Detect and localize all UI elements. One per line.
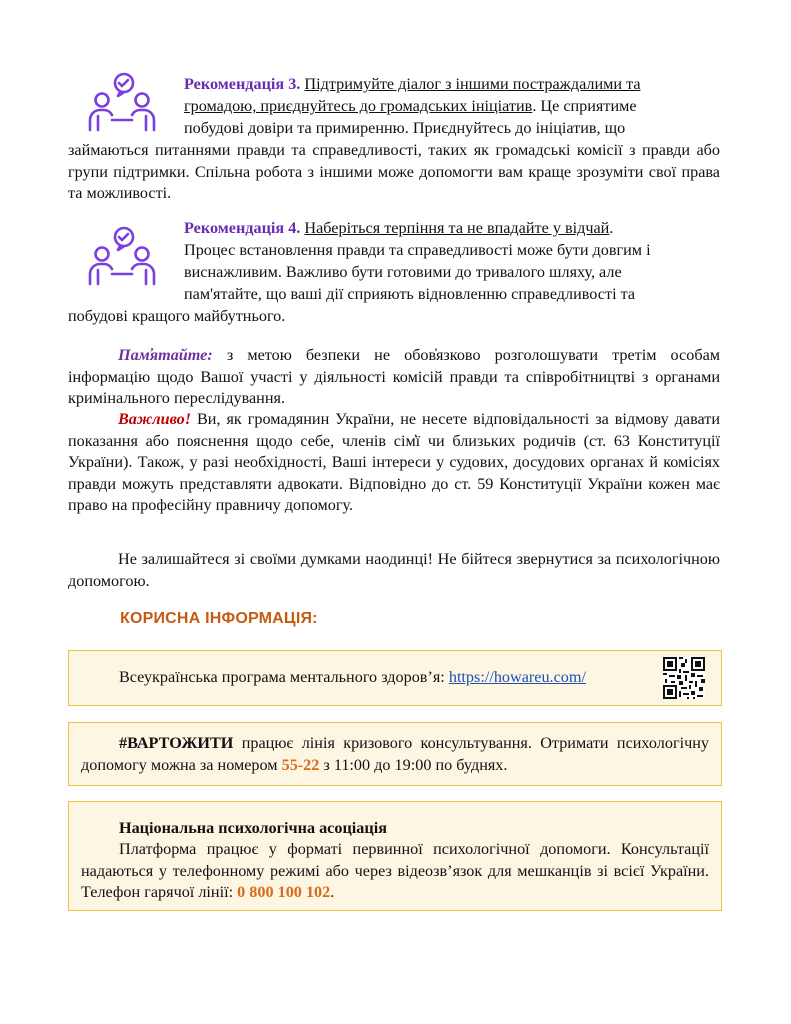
hotline-phone: 0 800 100 102 <box>237 883 331 901</box>
box2-text2: з 11:00 до 19:00 по буднях. <box>319 755 508 774</box>
rec4-line2: Процес встановлення правди та справедливості може бути довгим і <box>184 241 651 259</box>
section-title: КОРИСНА ІНФОРМАЦІЯ: <box>120 610 318 627</box>
rec4-first-line <box>184 218 720 240</box>
important-text: Ви, як громадянин України, не несете відповідальності за відмову давати показання або пояснення щодо себе, членів сім̓ї чи близьких родичів (ст. 63 Конституції України). Також, у разі необхідності, Ваші інтереси у судових, досудових органах й комісіях правди можуть представляти адвокати. Відповідно до ст. 59 Конституції України кожен має право на професійну правничу допомогу. <box>68 410 720 514</box>
rec4-line4: пам'ятайте, що ваші дії сприяють відновленню справедливості та <box>184 285 636 303</box>
important-label: Важливо! <box>118 410 192 428</box>
closing-paragraph: Не залишайтеся зі своїми думками наодинці! Не бійтеся звернутися за психологічною допомогою. <box>68 550 720 590</box>
rec4-rest: . <box>609 219 614 237</box>
remember-text: з метою безпеки не обов̓язково розголошувати третім особам інформацію щодо Вашої участі у діяльності комісій правди та співробітництві з органами кримінального переслідування. <box>68 346 720 407</box>
rec3-underlined-2: громадою, приєднуйтесь до громадських ініціатив <box>184 97 533 115</box>
box3-end: . <box>330 883 335 901</box>
qr-code-icon[interactable] <box>663 657 705 699</box>
rec3-first-line <box>184 74 720 96</box>
box1-label: Всеукраїнська програма ментального здоров’я: <box>119 668 449 686</box>
rec3-underlined-1: Підтримуйте діалог з іншими постраждалими та <box>304 75 641 93</box>
rec4-underlined: Наберіться терпіння та не впадайте у відчай <box>304 219 610 237</box>
dialogue-people-icon <box>86 226 158 288</box>
vartozhyty-label: #ВАРТОЖИТИ <box>119 734 234 752</box>
box3-text <box>81 839 709 904</box>
rec3-second-line <box>184 96 720 118</box>
important-paragraph <box>68 409 720 517</box>
crisis-line-number: 55-22 <box>281 755 320 774</box>
box3-title <box>81 818 709 840</box>
rec3-body: займаються питаннями правди та справедливості, таких як громадські комісії з правди або групи підтримки. Спільна робота з іншими може допомогти вам краще зрозуміти свої права та можливості. <box>68 141 720 202</box>
rec3-third-line: побудові довіри та примиренню. Приєднуйтесь до ініціатив, що <box>184 119 626 137</box>
rec3-label: Рекомендація 3. <box>184 75 301 93</box>
remember-label: Пам̓ятайте: <box>118 346 213 364</box>
info-box-psych-association <box>68 801 722 911</box>
rec4-line3: виснажливим. Важливо бути готовими до тривалого шляху, але <box>184 263 622 281</box>
info-box-vartozhyty <box>68 722 722 786</box>
box3-body: Платформа працює у форматі первинної психологічної допомоги. Консультації надаються у телефонному режимі або через відеозв’язок для мешканців зі всієї України. Телефон гарячої лінії: <box>81 840 709 901</box>
association-title: Національна психологічна асоціація <box>119 819 387 837</box>
info-box-mental-health <box>68 650 722 706</box>
remember-paragraph <box>68 345 720 410</box>
box2-text <box>81 733 709 776</box>
rec4-line5: побудові кращого майбутнього. <box>68 307 286 325</box>
dialogue-people-icon <box>86 72 158 134</box>
box1-text <box>119 667 709 689</box>
box2-text1: працює лінія кризового консультування. Отримати психологічну допомогу можна за номером <box>81 734 709 774</box>
howareu-link[interactable]: https://howareu.com/ <box>448 668 586 686</box>
rec4-label: Рекомендація 4. <box>184 219 301 237</box>
rec3-rest: . Це сприятиме <box>532 97 637 115</box>
